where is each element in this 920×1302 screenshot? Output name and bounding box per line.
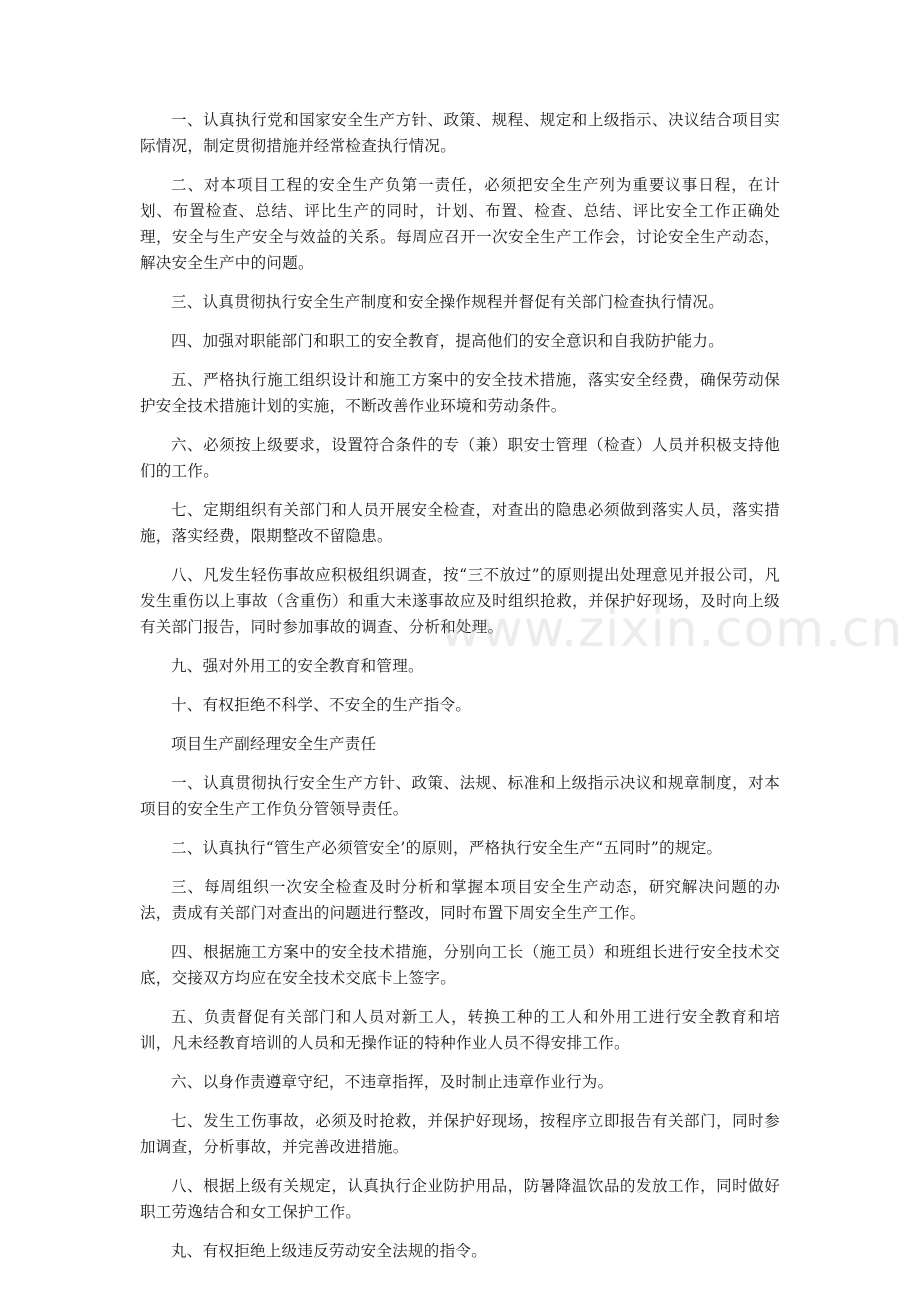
paragraph: 五、严格执行施工组织设计和施工方案中的安全技术措施，落实安全经费，确保劳动保护安全技术措施计划的实施，不断改善作业环境和劳动条件。 bbox=[140, 371, 780, 415]
document-body bbox=[140, 107, 780, 1277]
paragraph: 八、根据上级有关规定，认真执行企业防护用品，防暑降温饮品的发放工作，同时做好职工劳逸结合和女工保护工作。 bbox=[140, 1177, 780, 1221]
paragraph: 一、认真执行党和国家安全生产方针、政策、规程、规定和上级指示、决议结合项目实际情况，制定贯彻措施并经常检查执行情况。 bbox=[140, 111, 780, 155]
section-heading: 项目生产副经理安全生产责任 bbox=[171, 735, 377, 753]
paragraph: 六、必须按上级要求，设置符合条件的专（兼）职安士管理（检查）人员并积极支持他们的工作。 bbox=[140, 436, 780, 480]
paragraph: 丸、有权拒绝上级违反劳动安全法规的指令。 bbox=[171, 1242, 488, 1260]
paragraph: 九、强对外用工的安全教育和管理。 bbox=[171, 657, 424, 675]
paragraph: 七、定期组织有关部门和人员开展安全检查，对查出的隐患必须做到落实人员，落实措施，落实经费，限期整改不留隐患。 bbox=[140, 501, 780, 545]
paragraph: 五、负责督促有关部门和人员对新工人，转换工种的工人和外用工进行安全教育和培训，凡未经教育培训的人员和无操作证的特种作业人员不得安排工作。 bbox=[140, 1008, 780, 1052]
paragraph: 七、发生工伤事故，必须及时抢救，并保护好现场，按程序立即报告有关部门，同时参加调查，分析事故，并完善改进措施。 bbox=[140, 1112, 780, 1156]
paragraph: 十、有权拒绝不科学、不安全的生产指令。 bbox=[171, 696, 472, 714]
paragraph: 三、认真贯彻执行安全生产制度和安全操作规程并督促有关部门检查执行情况。 bbox=[171, 293, 725, 311]
paragraph: 二、认真执行“管生产必须管安全’的原则，严格执行安全生产“五同时”的规定。 bbox=[171, 839, 723, 857]
paragraph: 一、认真贯彻执行安全生产方针、政策、法规、标准和上级指示决议和规章制度，对本项目的安全生产工作负分管领导责任。 bbox=[140, 774, 780, 818]
paragraph: 四、加强对职能部门和职工的安全教育，提高他们的安全意识和自我防护能力。 bbox=[171, 332, 725, 350]
paragraph: 二、对本项目工程的安全生产负第一责任，必须把安全生产列为重要议事日程，在计划、布置检查、总结、评比生产的同时，计划、布置、检查、总结、评比安全工作正确处理，安全与生产安全与效益的关系。每周应召开一次安全生产工作会，讨论安全生产动态，解决安全生产中的问题。 bbox=[140, 176, 780, 272]
paragraph: 八、凡发生轻伤事故应积极组织调查，按“三不放过”的原则提出处理意见并报公司，凡发生重伤以上事故（含重伤）和重大未遂事故应及时组织抢救，并保护好现场，及时向上级有关部门报告，同时参加事故的调查、分析和处理。 bbox=[140, 566, 780, 636]
paragraph: 四、根据施工方案中的安全技术措施，分别向工长（施工员）和班组长进行安全技术交底，交接双方均应在安全技术交底卡上签字。 bbox=[140, 943, 780, 987]
watermark: www.zixin.com.cn bbox=[440, 600, 904, 658]
paragraph: 六、以身作责遵章守纪，不违章指挥，及时制止违章作业行为。 bbox=[171, 1073, 614, 1091]
paragraph: 三、每周组织一次安全检查及时分析和掌握本项目安全生产动态，研究解决问题的办法，责成有关部门对查出的问题进行整改，同时布置下周安全生产工作。 bbox=[140, 878, 780, 922]
